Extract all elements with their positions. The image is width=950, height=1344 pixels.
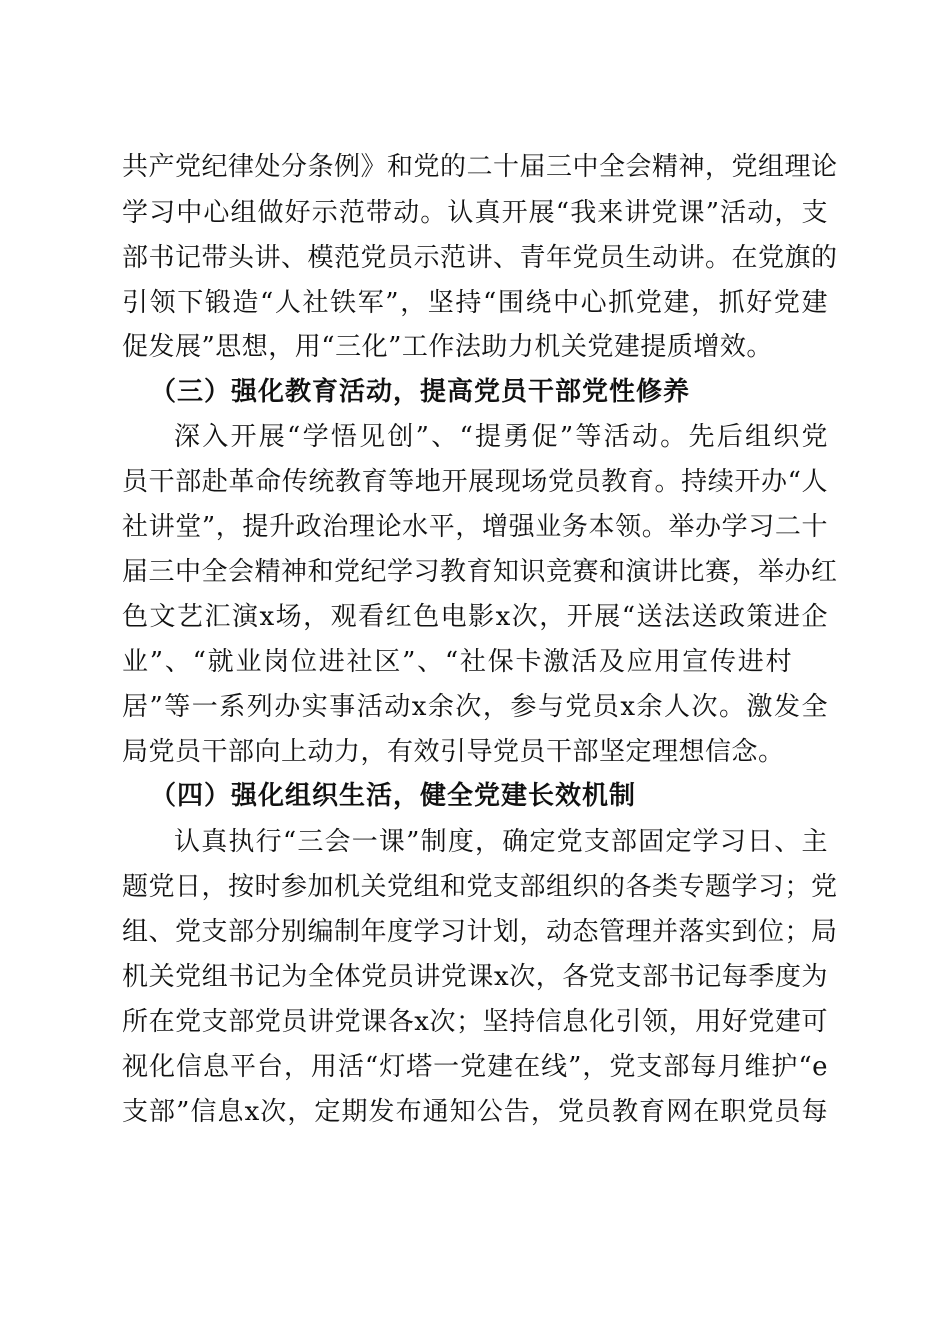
body-text-line: 居”等一系列办实事活动x余次，参与党员x余人次。激发全 [122,692,828,722]
body-text-line: 引领下锻造“人社铁军”，坚持“围绕中心抓党建，抓好党建 [122,288,828,318]
body-text-line: 深入开展“学悟见创”、“提勇促”等活动。先后组织党 [174,422,828,452]
body-text-line: 员干部赴革命传统教育等地开展现场党员教育。持续开办“人 [122,467,828,497]
body-text-line: 机关党组书记为全体党员讲党课x次，各党支部书记每季度为 [122,962,828,992]
section-heading-3: （三）强化教育活动，提高党员干部党性修养 [150,377,691,407]
body-text-line: 局党员干部向上动力，有效引导党员干部坚定理想信念。 [122,737,785,767]
section-heading-4: （四）强化组织生活，健全党建长效机制 [150,781,637,811]
body-text-line: 社讲堂”，提升政治理论水平，增强业务本领。举办学习二十 [122,512,828,542]
body-text-line: 认真执行“三会一课”制度，确定党支部固定学习日、主 [174,827,828,857]
body-text-line: 共产党纪律处分条例》和党的二十届三中全会精神，党组理论 [122,152,838,182]
body-text-line: 部书记带头讲、模范党员示范讲、青年党员生动讲。在党旗的 [122,243,838,273]
body-text-line: 届三中全会精神和党纪学习教育知识竞赛和演讲比赛，举办红 [122,557,838,587]
body-text-line: 题党日，按时参加机关党组和党支部组织的各类专题学习；党 [122,872,838,902]
body-text-line: 业”、“就业岗位进社区”、“社保卡激活及应用宣传进村 [122,647,792,677]
body-text-line: 色文艺汇演x场，观看红色电影x次，开展“送法送政策进企 [122,602,828,632]
body-text-line: 支部”信息x次，定期发布通知公告，党员教育网在职党员每 [122,1097,828,1127]
body-text-line: 组、党支部分别编制年度学习计划，动态管理并落实到位；局 [122,917,838,947]
body-text-line: 所在党支部党员讲党课各x次；坚持信息化引领，用好党建可 [122,1007,828,1037]
body-text-line: 促发展”思想，用“三化”工作法助力机关党建提质增效。 [122,332,773,362]
body-text-line: 视化信息平台，用活“灯塔一党建在线”，党支部每月维护“e [122,1052,828,1082]
body-text-line: 学习中心组做好示范带动。认真开展“我来讲党课”活动，支 [122,198,828,228]
